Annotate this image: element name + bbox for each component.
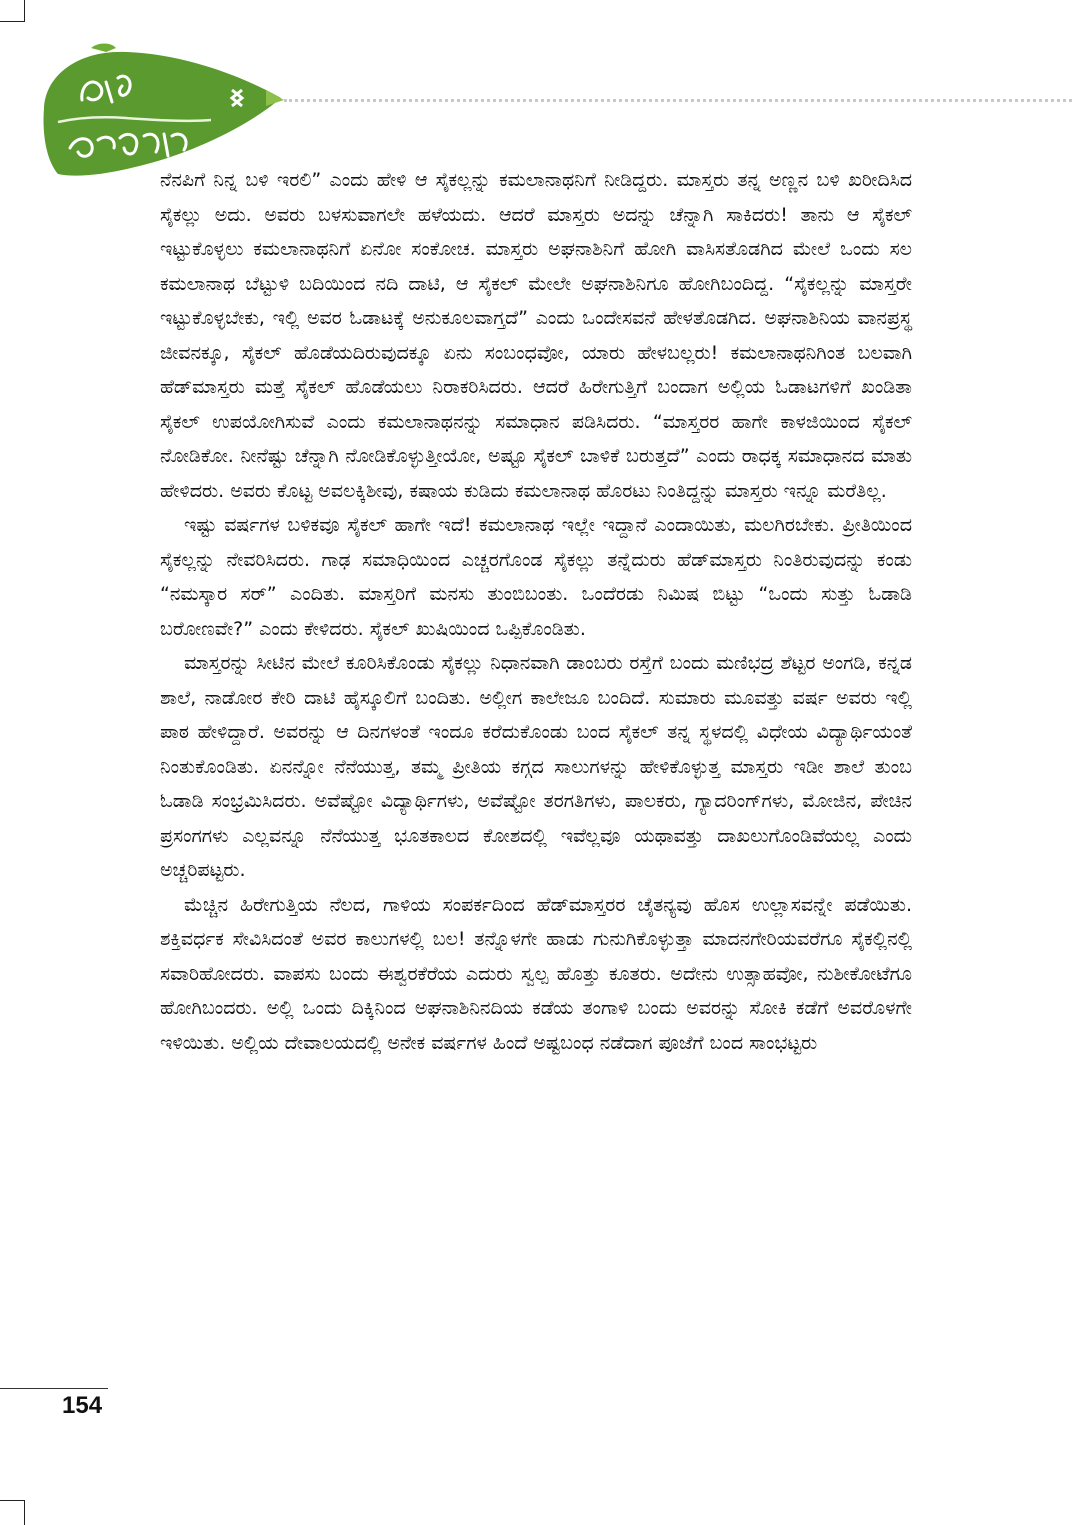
body-paragraph: ಇಷ್ಟು ವರ್ಷಗಳ ಬಳಿಕವೂ ಸೈಕಲ್ ಹಾಗೇ ಇದೆ! ಕಮಲಾನಾಥ ಇಲ್ಲೇ ಇದ್ದಾನೆ ಎಂದಾಯಿತು, ಮಲಗಿರಬೇಕು. ಪ್ರೀತಿಯಿಂದ ಸೈಕಲ್ಲನ್ನು ನೇವರಿಸಿದರು. ಗಾಢ ಸಮಾಧಿಯಿಂದ ಎಚ್ಚರಗೊಂಡ ಸೈಕಲ್ಲು ತನ್ನೆದುರು ಹೆಡ್‌ಮಾಸ್ತರು ನಿಂತಿರುವುದನ್ನು ಕಂಡು “ನಮಸ್ಕಾರ ಸರ್” ಎಂದಿತು. ಮಾಸ್ತರಿಗೆ ಮನಸು ತುಂಬಿಬಂತು. ಒಂದೆರಡು ನಿಮಿಷ ಬಿಟ್ಟು “ಒಂದು ಸುತ್ತು ಓಡಾಡಿ ಬರೋಣವೇ?” ಎಂದು ಕೇಳಿದರು. ಸೈಕಲ್ ಖುಷಿಯಿಂದ ಒಪ್ಪಿಕೊಂಡಿತು. xyxy=(160,514,912,640)
header-dotted-rule xyxy=(284,99,1072,102)
body-paragraph: ಮೆಚ್ಚಿನ ಹಿರೇಗುತ್ತಿಯ ನೆಲದ, ಗಾಳಿಯ ಸಂಪರ್ಕದಿಂದ ಹೆಡ್‌ಮಾಸ್ತರರ ಚೈತನ್ಯವು ಹೊಸ ಉಲ್ಲಾಸವನ್ನೇ ಪಡೆಯಿತು. ಶಕ್ತಿವರ್ಧಕ ಸೇವಿಸಿದಂತೆ ಅವರ ಕಾಲುಗಳಲ್ಲಿ ಬಲ! ತನ್ನೊಳಗೇ ಹಾಡು ಗುನುಗಿಕೊಳ್ಳುತ್ತಾ ಮಾದನಗೇರಿಯವರೆಗೂ ಸೈಕಲ್ಲಿನಲ್ಲಿ ಸವಾರಿಹೋದರು. ವಾಪಸು ಬಂದು ಈಶ್ವರಕೆರೆಯ ಎದುರು ಸ್ವಲ್ಪ ಹೊತ್ತು ಕೂತರು. ಅದೇನು ಉತ್ಸಾಹವೋ, ನುಶೀಕೋಟೆಗೂ ಹೋಗಿಬಂದರು. ಅಲ್ಲಿ ಒಂದು ದಿಕ್ಕಿನಿಂದ ಅಘನಾಶಿನಿನದಿಯ ಕಡೆಯ ತಂಗಾಳಿ ಬಂದು ಅವರನ್ನು ಸೋಕಿ ಕಡೆಗೆ ಅವರೊಳಗೇ ಇಳಿಯಿತು. ಅಲ್ಲಿಯ ದೇವಾಲಯದಲ್ಲಿ ಅನೇಕ ವರ್ಷಗಳ ಹಿಂದೆ ಅಷ್ಟಬಂಧ ನಡೆದಾಗ ಪೂಜೆಗೆ ಬಂದ ಸಾಂಭಟ್ಟರು xyxy=(160,893,912,1054)
crop-mark-bottom-left-h xyxy=(0,1500,24,1501)
folio-rule xyxy=(0,1388,108,1389)
page-number: 154 xyxy=(62,1392,103,1419)
crop-mark-bottom-left-v xyxy=(24,1500,25,1525)
section-leaf-logo xyxy=(36,18,286,180)
crop-mark-top-left-v xyxy=(24,0,25,22)
body-paragraph: ನೆನಪಿಗೆ ನಿನ್ನ ಬಳಿ ಇರಲಿ” ಎಂದು ಹೇಳಿ ಆ ಸೈಕಲ್ಲನ್ನು ಕಮಲಾನಾಥನಿಗೆ ನೀಡಿದ್ದರು. ಮಾಸ್ತರು ತನ್ನ ಅಣ್ಣನ ಬಳಿ ಖರೀದಿಸಿದ ಸೈಕಲ್ಲು ಅದು. ಅವರು ಬಳಸುವಾಗಲೇ ಹಳೆಯದು. ಆದರೆ ಮಾಸ್ತರು ಅದನ್ನು ಚೆನ್ನಾಗಿ ಸಾಕಿದರು! ತಾನು ಆ ಸೈಕಲ್ ಇಟ್ಟುಕೊಳ್ಳಲು ಕಮಲಾನಾಥನಿಗೆ ಏನೋ ಸಂಕೋಚ. ಮಾಸ್ತರು ಅಘನಾಶಿನಿಗೆ ಹೋಗಿ ವಾಸಿಸತೊಡಗಿದ ಮೇಲೆ ಒಂದು ಸಲ ಕಮಲಾನಾಥ ಬೆಟ್ಟುಳಿ ಬದಿಯಿಂದ ನದಿ ದಾಟಿ, ಆ ಸೈಕಲ್ ಮೇಲೇ ಅಘನಾಶಿನಿಗೂ ಹೋಗಿಬಂದಿದ್ದ. “ಸೈಕಲ್ಲನ್ನು ಮಾಸ್ತರೇ ಇಟ್ಟುಕೊಳ್ಳಬೇಕು, ಇಲ್ಲಿ ಅವರ ಓಡಾಟಕ್ಕೆ ಅನುಕೂಲವಾಗ್ತದೆ” ಎಂದು ಒಂದೇಸವನೆ ಹೇಳತೊಡಗಿದ. ಅಘನಾಶಿನಿಯ ವಾನಪ್ರಸ್ಥ ಜೀವನಕ್ಕೂ, ಸೈಕಲ್ ಹೊಡೆಯದಿರುವುದಕ್ಕೂ ಏನು ಸಂಬಂಧವೋ, ಯಾರು ಹೇಳಬಲ್ಲರು! ಕಮಲಾನಾಥನಿಗಿಂತ ಬಲವಾಗಿ ಹೆಡ್‌ಮಾಸ್ತರು ಮತ್ತೆ ಸೈಕಲ್ ಹೊಡೆಯಲು ನಿರಾಕರಿಸಿದರು. ಆದರೆ ಹಿರೇಗುತ್ತಿಗೆ ಬಂದಾಗ ಅಲ್ಲಿಯ ಓಡಾಟಗಳಿಗೆ ಖಂಡಿತಾ ಸೈಕಲ್ ಉಪಯೋಗಿಸುವೆ ಎಂದು ಕಮಲಾನಾಥನನ್ನು ಸಮಾಧಾನ ಪಡಿಸಿದರು. “ಮಾಸ್ತರರ ಹಾಗೇ ಕಾಳಜಿಯಿಂದ ಸೈಕಲ್ ನೋಡಿಕೋ. ನೀನೆಷ್ಟು ಚೆನ್ನಾಗಿ ನೋಡಿಕೊಳ್ಳುತ್ತೀಯೋ, ಅಷ್ಟೂ ಸೈಕಲ್ ಬಾಳಿಕೆ ಬರುತ್ತದೆ” ಎಂದು ರಾಧಕ್ಕ ಸಮಾಧಾನದ ಮಾತು ಹೇಳಿದರು. ಅವರು ಕೊಟ್ಟ ಅವಲಕ್ಕಿಶೀವು, ಕಷಾಯ ಕುಡಿದು ಕಮಲಾನಾಥ ಹೊರಟು ನಿಂತಿದ್ದನ್ನು ಮಾಸ್ತರು ಇನ್ನೂ ಮರೆತಿಲ್ಲ. xyxy=(160,169,912,502)
body-paragraph: ಮಾಸ್ತರನ್ನು ಸೀಟಿನ ಮೇಲೆ ಕೂರಿಸಿಕೊಂಡು ಸೈಕಲ್ಲು ನಿಧಾನವಾಗಿ ಡಾಂಬರು ರಸ್ತೆಗೆ ಬಂದು ಮಣಿಭದ್ರ ಶೆಟ್ಟರ ಅಂಗಡಿ, ಕನ್ನಡ ಶಾಲೆ, ನಾಡೋರ ಕೇರಿ ದಾಟಿ ಹೈಸ್ಕೂಲಿಗೆ ಬಂದಿತು. ಅಲ್ಲೀಗ ಕಾಲೇಜೂ ಬಂದಿದೆ. ಸುಮಾರು ಮೂವತ್ತು ವರ್ಷ ಅವರು ಇಲ್ಲಿ ಪಾಠ ಹೇಳಿದ್ದಾರೆ. ಅವರನ್ನು ಆ ದಿನಗಳಂತೆ ಇಂದೂ ಕರೆದುಕೊಂಡು ಬಂದ ಸೈಕಲ್ ತನ್ನ ಸ್ಥಳದಲ್ಲಿ ವಿಧೇಯ ವಿದ್ಯಾರ್ಥಿಯಂತೆ ನಿಂತುಕೊಂಡಿತು. ಏನನ್ನೋ ನೆನೆಯುತ್ತ, ತಮ್ಮ ಪ್ರೀತಿಯ ಕಗ್ಗದ ಸಾಲುಗಳನ್ನು ಹೇಳಿಕೊಳ್ಳುತ್ತ ಮಾಸ್ತರು ಇಡೀ ಶಾಲೆ ತುಂಬ ಓಡಾಡಿ ಸಂಭ್ರಮಿಸಿದರು. ಅವೆಷ್ಟೋ ವಿದ್ಯಾರ್ಥಿಗಳು, ಅವೆಷ್ಟೋ ತರಗತಿಗಳು, ಪಾಲಕರು, ಗ್ಯಾದರಿಂಗ್‌ಗಳು, ಮೋಜಿನ, ಪೇಚಿನ ಪ್ರಸಂಗಗಳು ಎಲ್ಲವನ್ನೂ ನೆನೆಯುತ್ತ ಭೂತಕಾಲದ ಕೋಶದಲ್ಲಿ ಇವೆಲ್ಲವೂ ಯಥಾವತ್ತು ದಾಖಲುಗೊಂಡಿವೆಯಲ್ಲ ಎಂದು ಅಚ್ಚರಿಪಟ್ಟರು. xyxy=(160,652,912,881)
section-logo-text: ಆ ಸಹ್ಯರಿ xyxy=(36,18,39,19)
crop-mark-top-left-h xyxy=(0,21,24,22)
page-body xyxy=(160,163,912,1060)
